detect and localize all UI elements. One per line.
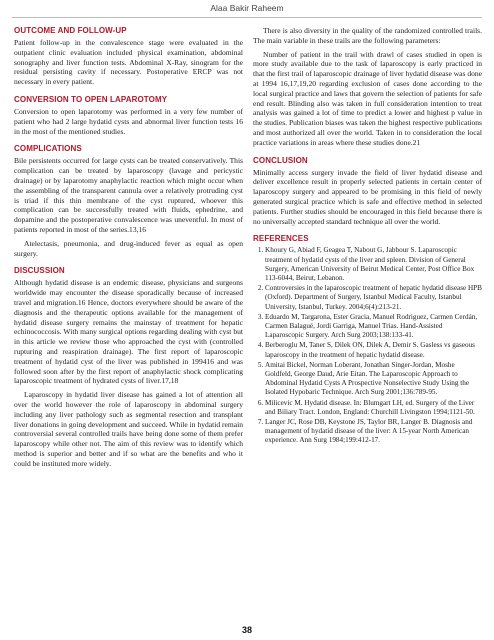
right-column bbox=[253, 26, 482, 447]
complications-paragraph-2: Atelectasis, pneumonia, and drug-induced fever as equal as open surgery. bbox=[14, 238, 243, 258]
reference-item: 4. Berberoglu M, Taner S, Dilek ON, Dilek A, Demir S. Gasless vs gaseous laparoscopy in the treatment of hepatic hydatid disease. bbox=[265, 341, 482, 359]
section-heading-conversion: CONVERSION TO OPEN LAPAROTOMY bbox=[14, 94, 168, 104]
reference-item: 2. Controversies in the laparoscopic treatment of hepatic hydatid disease HPB (Oxford). Department of Surgery, Istanbul Medical Faculty, Istanbul University, Istanbul, Turkey. 2004;6(4):213-21. bbox=[265, 284, 482, 312]
complications-paragraph: Bile persistents occurred for large cysts can be treated conservatively. This complication can be treated by laparoscopy (lavage and pericystic drainage) or by laparotomy anaphylactic reaction which might occur when the assembling of the transparent cannula over a relatively protruding cyst is triad if this thin membrane of the cyst ruptured, whoever this complication can be successfully treated with fluids, ephedrine, and dopamine and the postoperative convalescence was uneventful. In most of patients reported in most of the series.13,16 bbox=[14, 156, 243, 234]
section-heading-complications: COMPLICATIONS bbox=[14, 144, 82, 154]
parameters-paragraph: Number of patient in the trail with drawl of cases studied in open is more study available due to the task of laparoscopy is early practiced in that the first trail of laparoscopic drainage of liver hydatid disease was done at 1994 16,17,19,20 regarding exclusion of cases done according to the local surgical practice and laws that govern the selection of patients for safe end result. Blinding also was taken in full consideration intention to treat analysis was gained a lot of time to predict a lower and highest p value in the studies. Publication biases was taken the highest respective publications and most authorized all over the world. Taken in to consideration the local practice variations in areas where these studies done.21 bbox=[253, 49, 482, 147]
running-header: Alaa Bakir Raheem bbox=[210, 3, 284, 13]
reference-item: 3. Eduardo M, Targarona, Ester Gracia, Manuel Rodriguez, Carmen Cerdán, Carmen Balagué, Jordi Garriga, Manuel Trias. Hand-Assisted Laparoscopic Surgery. Arch Surg 2003;138:133-41. bbox=[265, 313, 482, 341]
reference-item: 7. Langer JC, Rose DB, Keystone JS, Taylor BR, Langer B. Diagnosis and management of hydatid disease of the liver: A 15-year North American experience. Ann Surg 1984;199:412-17. bbox=[265, 418, 482, 446]
discussion-paragraph-2: Laparoscopy in hydatid liver disease has gained a lot of attention all over the world however the role of laparoscopy in abdominal surgery including any liver pathology such as segmental resection and transplant liver donations in going development and succeed. While in hydatid remain controversial several controlled trails have being done some of them prefer laparoscopy while other not. The aim of this review was to identify which method is superior and better and if so what are the benefits and who it could be instituted more widely. bbox=[14, 390, 243, 468]
section-heading-conclusion: CONCLUSION bbox=[253, 155, 308, 165]
conversion-paragraph: Conversion to open laparotomy was performed in a very few number of patient who had 2 large hydatid cysts and abnormal liver function tests 16 in the most of the mentioned studies. bbox=[14, 106, 243, 136]
reference-list bbox=[253, 246, 482, 445]
page-number: 38 bbox=[241, 625, 252, 635]
header-rule bbox=[12, 17, 482, 18]
diversity-paragraph: There is also diversity in the quality of the randomized controlled trails. The main variable in these trails are the following parameters: bbox=[253, 26, 482, 45]
conclusion-paragraph: Minimally access surgery invade the field of liver hydatid disease and deliver excellence result in properly selected patients in certain center of laparoscopy surgery and appeared to be promising in this field of newly generated surgical practice which is safe and effective method in selected patients. Further studies should be encouraged in this field because there is no universally accepted standard technique all over the world. bbox=[253, 167, 482, 226]
outcome-paragraph: Patient follow-up in the convalescence stage were evaluated in the outpatient clinic evaluation included physical examination, abdominal sonography and liver function tests. Abdominal X-Ray, sinogram for the residual persisting cavity if necessary. Postoperative ERCP was not necessary in every patient. bbox=[14, 38, 243, 87]
section-heading-references: REFERENCES bbox=[253, 234, 309, 244]
discussion-paragraph: Although hydatid disease is an endemic disease, physicians and surgeons worldwide may encounter the disease sporadically because of increased travel and migration.16 Hence, doctors everywhere should be aware of the diagnosis and the therapeutic options available for the management of hydatid disease surgery remains the mainstay of treatment for hepatic echinococcosis. With many surgical options regarding dealing with cyst but in this article we review those who approached the cyst with (controlled rupturing and reaspiration drainage). The first report of laparoscopic treatment of hydatid cyst of the liver was published in 199416 and was followed soon after by the first report of anaphylactic shock complicating laparoscopic treatment of hydrated cysts of liver.17,18 bbox=[14, 278, 243, 386]
reference-item: 5. Amitai Bickel, Norman Loberant, Jonathan Singer-Jordan, Moshe Goldfeld, George Daud, Arie Eitan. The Laparoscopic Approach to Abdominal Hydatid Cysts A Prospective Nonselective Study Using the Isolated Hypobaric Technique. Arch Surg 2001;136:789-95. bbox=[265, 361, 482, 398]
reference-item: 6. Milicevic M. Hydatid disease. In: Blumgart LH, ed. Surgery of the Liver and Biliary Tract. London, England: Churchill Livingston 1994;1121-50. bbox=[265, 399, 482, 417]
section-heading-discussion: DISCUSSION bbox=[14, 266, 65, 276]
reference-item: 1. Khoury G, Abiad F, Geagea T, Nabout G, Jabbour S. Laparoscopic treatment of hydatid cysts of the liver and spleen. Division of General Surgery, American University of Beirut Medical Center, Post Office Box 113-6044, Beirut, Lebanon. bbox=[265, 246, 482, 283]
left-column bbox=[14, 26, 243, 472]
section-heading-outcome: OUTCOME AND FOLLOW-UP bbox=[14, 26, 127, 35]
